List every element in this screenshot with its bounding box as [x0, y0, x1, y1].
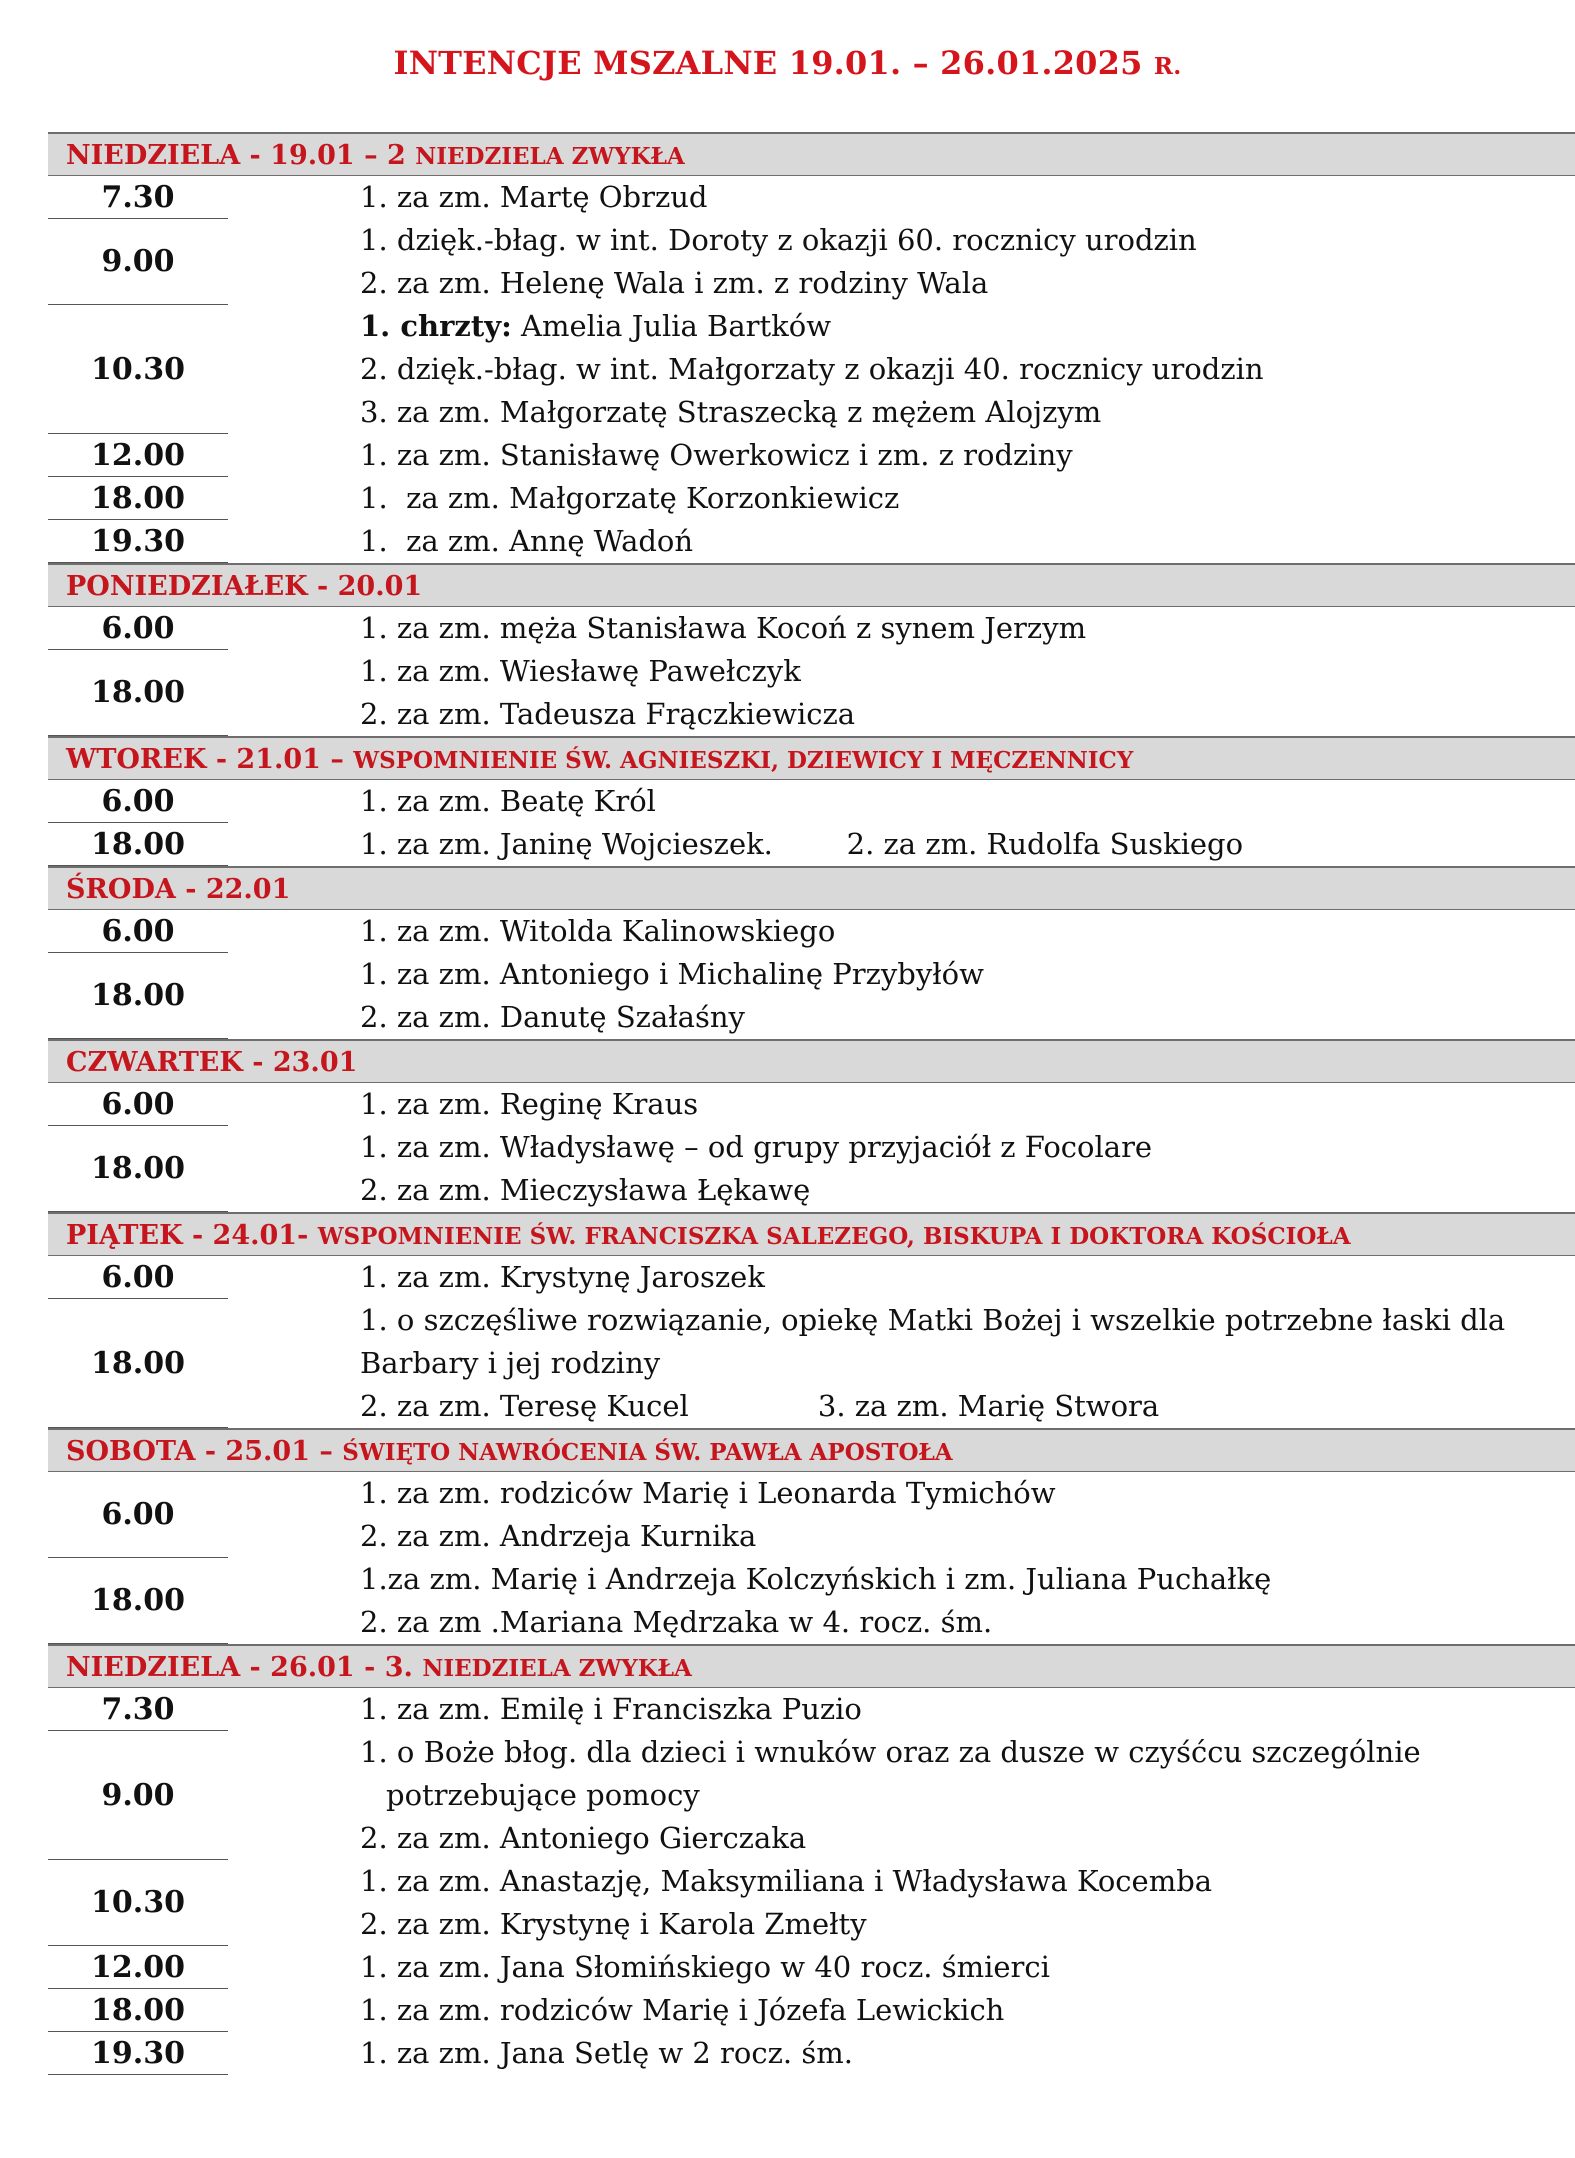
intention-text: 1. o Boże błog. dla dzieci i wnuków oraz za dusze w czyśćcu szczególnie [360, 1735, 1421, 1769]
intention-line [360, 953, 1575, 996]
intention-list [360, 607, 1575, 650]
intention-text: 1. za zm. Martę Obrzud [360, 180, 708, 214]
day-name [66, 140, 685, 171]
day-name [66, 1220, 1351, 1251]
mass-row [48, 434, 1575, 477]
mass-row [48, 1558, 1575, 1644]
day-label: CZWARTEK - 23.01 [66, 1047, 358, 1078]
day-feast: WSPOMNIENIE ŚW. FRANCISZKA SALEZEGO, BISKUPA I DOKTORA KOŚCIOŁA [317, 1223, 1351, 1250]
page-title [0, 44, 1575, 82]
intention-list [360, 1126, 1575, 1212]
mass-time: 12.00 [48, 1946, 228, 1989]
intention-line [360, 1515, 1575, 1558]
mass-row [48, 305, 1575, 434]
day-header [48, 563, 1575, 607]
day-feast: NIEDZIELA ZWYKŁA [415, 143, 685, 170]
intention-line [360, 1342, 1575, 1385]
intention-line [360, 176, 1575, 219]
intention-line [360, 1169, 1575, 1212]
intention-text: 1. za zm. Jana Słomińskiego w 40 rocz. śmierci [360, 1950, 1050, 1984]
intention-line [360, 693, 1575, 736]
intention-text: 1. dzięk.-błag. w int. Doroty z okazji 60. rocznicy urodzin [360, 223, 1197, 257]
intention-text: 1. za zm. Jana Setlę w 2 rocz. śm. [360, 2036, 853, 2070]
mass-row [48, 1688, 1575, 1731]
intention-text: Amelia Julia Bartków [511, 309, 832, 343]
mass-time: 18.00 [48, 1126, 228, 1212]
intention-line [360, 1989, 1575, 2032]
intention-text: 1. za zm. Witolda Kalinowskiego [360, 914, 836, 948]
intention-text: 1. za zm. Wiesławę Pawełczyk [360, 654, 801, 688]
mass-time: 12.00 [48, 434, 228, 477]
intention-text: 1. za zm. Janinę Wojcieszek. 2. za zm. Rudolfa Suskiego [360, 827, 1244, 861]
intention-line [360, 1299, 1575, 1342]
intention-text: 1.za zm. Marię i Andrzeja Kolczyńskich i zm. Juliana Puchałkę [360, 1562, 1272, 1596]
intention-list [360, 2032, 1575, 2075]
mass-row [48, 1860, 1575, 1946]
intention-line [360, 1472, 1575, 1515]
title-text: INTENCJE MSZALNE 19.01. – 26.01.2025 [393, 44, 1143, 82]
intention-list [360, 1688, 1575, 1731]
intention-line [360, 823, 1575, 866]
mass-row [48, 1256, 1575, 1299]
mass-time: 6.00 [48, 607, 228, 650]
intention-text: 1. za zm. Krystynę Jaroszek [360, 1260, 765, 1294]
day-label: NIEDZIELA - 26.01 - 3. [66, 1652, 423, 1683]
mass-row [48, 520, 1575, 563]
mass-time: 6.00 [48, 780, 228, 823]
intention-list [360, 823, 1575, 866]
day-label: NIEDZIELA - 19.01 – 2 [66, 140, 416, 171]
day-name [66, 874, 290, 905]
day-label: PONIEDZIAŁEK - 20.01 [66, 571, 423, 602]
intention-line [360, 650, 1575, 693]
day-header [48, 132, 1575, 176]
mass-row [48, 953, 1575, 1039]
mass-row [48, 2032, 1575, 2075]
day-label: PIĄTEK - 24.01- [66, 1220, 318, 1251]
mass-row [48, 650, 1575, 736]
intention-list [360, 953, 1575, 1039]
mass-row [48, 1731, 1575, 1860]
intention-list [360, 1256, 1575, 1299]
intention-line [360, 2032, 1575, 2075]
intention-text: 1. za zm. Stanisławę Owerkowicz i zm. z rodziny [360, 438, 1073, 472]
mass-row [48, 1299, 1575, 1428]
intention-text: 3. za zm. Małgorzatę Straszecką z mężem Alojzym [360, 395, 1102, 429]
intention-list [360, 1472, 1575, 1558]
intention-line [360, 1688, 1575, 1731]
intention-list [360, 650, 1575, 736]
intention-list [360, 1083, 1575, 1126]
intention-line [360, 477, 1575, 520]
day-name [66, 1652, 692, 1683]
mass-row [48, 1946, 1575, 1989]
intentions-table [48, 132, 1575, 2075]
mass-time: 7.30 [48, 176, 228, 219]
intention-line [360, 1256, 1575, 1299]
intention-line [360, 1385, 1575, 1428]
intention-text: 1. za zm. Reginę Kraus [360, 1087, 699, 1121]
day-header [48, 1212, 1575, 1256]
mass-row [48, 477, 1575, 520]
intention-list [360, 477, 1575, 520]
intention-line [360, 1903, 1575, 1946]
mass-time: 9.00 [48, 1731, 228, 1860]
intention-line [360, 1601, 1575, 1644]
intention-text: 1. za zm. rodziców Marię i Józefa Lewickich [360, 1993, 1005, 2027]
intention-list [360, 434, 1575, 477]
day-name [66, 1047, 357, 1078]
intention-list [360, 1860, 1575, 1946]
intention-text: 1. za zm. Anastazję, Maksymiliana i Władysława Kocemba [360, 1864, 1213, 1898]
intention-text: 1. o szczęśliwe rozwiązanie, opiekę Matki Bożej i wszelkie potrzebne łaski dla [360, 1303, 1506, 1337]
intention-text: 1. za zm. Emilę i Franciszka Puzio [360, 1692, 862, 1726]
mass-row [48, 910, 1575, 953]
mass-time: 6.00 [48, 1256, 228, 1299]
mass-time: 18.00 [48, 1989, 228, 2032]
day-label: ŚRODA - 22.01 [66, 874, 291, 905]
intention-text: Barbary i jej rodziny [360, 1346, 661, 1380]
mass-time: 10.30 [48, 1860, 228, 1946]
intention-text: 1. za zm. rodziców Marię i Leonarda Tymichów [360, 1476, 1056, 1510]
intention-list [360, 305, 1575, 434]
intention-line [360, 1126, 1575, 1169]
mass-row [48, 823, 1575, 866]
intention-text: 2. za zm. Teresę Kucel 3. za zm. Marię Stwora [360, 1389, 1160, 1423]
intention-text: potrzebujące pomocy [386, 1778, 700, 1812]
day-label: SOBOTA - 25.01 – [66, 1436, 343, 1467]
intention-line [360, 910, 1575, 953]
intention-line [360, 607, 1575, 650]
day-label: WTOREK - 21.01 – [66, 744, 354, 775]
intention-text: 2. za zm. Andrzeja Kurnika [360, 1519, 757, 1553]
intention-line [360, 434, 1575, 477]
mass-row [48, 1126, 1575, 1212]
intention-text: 2. za zm. Danutę Szałaśny [360, 1000, 745, 1034]
intention-line [360, 391, 1575, 434]
day-header [48, 1039, 1575, 1083]
intention-line [360, 780, 1575, 823]
intention-line [360, 1558, 1575, 1601]
mass-time: 6.00 [48, 910, 228, 953]
intention-text: 2. dzięk.-błag. w int. Małgorzaty z okazji 40. rocznicy urodzin [360, 352, 1264, 386]
intention-text: 1. za zm. Małgorzatę Korzonkiewicz [360, 481, 900, 515]
intention-text: 2. za zm. Tadeusza Frączkiewicza [360, 697, 856, 731]
intention-list [360, 910, 1575, 953]
mass-time: 18.00 [48, 650, 228, 736]
intention-text: 1. za zm. Władysławę – od grupy przyjaciół z Focolare [360, 1130, 1153, 1164]
day-header [48, 736, 1575, 780]
day-name [66, 571, 422, 602]
mass-row [48, 176, 1575, 219]
intention-list [360, 176, 1575, 219]
intention-text: 1. za zm. męża Stanisława Kocoń z synem Jerzym [360, 611, 1087, 645]
day-feast: ŚWIĘTO NAWRÓCENIA ŚW. PAWŁA APOSTOŁA [342, 1439, 953, 1466]
intention-line [360, 219, 1575, 262]
intention-line [360, 996, 1575, 1039]
intention-line [360, 1946, 1575, 1989]
day-header [48, 866, 1575, 910]
mass-row [48, 607, 1575, 650]
mass-time: 18.00 [48, 477, 228, 520]
intention-text: 1. za zm. Annę Wadoń [360, 524, 694, 558]
mass-time: 9.00 [48, 219, 228, 305]
intention-text: 1. za zm. Antoniego i Michalinę Przybyłów [360, 957, 984, 991]
mass-time: 10.30 [48, 305, 228, 434]
mass-row [48, 219, 1575, 305]
intention-line [360, 262, 1575, 305]
day-header [48, 1644, 1575, 1688]
mass-time: 19.30 [48, 520, 228, 563]
intention-text: 2. za zm. Krystynę i Karola Zmełty [360, 1907, 867, 1941]
intention-line [360, 305, 1575, 348]
intention-line [360, 1083, 1575, 1126]
mass-row [48, 1083, 1575, 1126]
intention-line [360, 348, 1575, 391]
intention-text: 2. za zm. Antoniego Gierczaka [360, 1821, 807, 1855]
intention-list [360, 1731, 1575, 1860]
intention-line [360, 1817, 1575, 1860]
intention-text: 2. za zm. Mieczysława Łękawę [360, 1173, 811, 1207]
intention-text: 2. za zm .Mariana Mędrzaka w 4. rocz. śm. [360, 1605, 993, 1639]
day-name [66, 744, 1133, 775]
intention-list [360, 520, 1575, 563]
intention-line [360, 1860, 1575, 1903]
intention-list [360, 1946, 1575, 1989]
mass-time: 18.00 [48, 823, 228, 866]
intention-list [360, 1299, 1575, 1428]
mass-time: 18.00 [48, 1558, 228, 1644]
mass-time: 7.30 [48, 1688, 228, 1731]
mass-row [48, 1989, 1575, 2032]
mass-time: 6.00 [48, 1472, 228, 1558]
intention-line [360, 520, 1575, 563]
intention-text: 2. za zm. Helenę Wala i zm. z rodziny Wala [360, 266, 989, 300]
intention-text: 1. za zm. Beatę Król [360, 784, 656, 818]
intention-line [360, 1731, 1575, 1774]
mass-time: 18.00 [48, 953, 228, 1039]
intention-list [360, 780, 1575, 823]
mass-time: 6.00 [48, 1083, 228, 1126]
day-feast: NIEDZIELA ZWYKŁA [422, 1655, 692, 1682]
day-name [66, 1436, 953, 1467]
intention-list [360, 1558, 1575, 1644]
intention-bold-label: 1. chrzty: [360, 309, 512, 343]
intention-list [360, 1989, 1575, 2032]
intention-list [360, 219, 1575, 305]
mass-time: 18.00 [48, 1299, 228, 1428]
mass-row [48, 1472, 1575, 1558]
day-feast: WSPOMNIENIE ŚW. AGNIESZKI, DZIEWICY I MĘCZENNICY [353, 747, 1134, 774]
title-suffix: R. [1153, 53, 1182, 80]
mass-time: 19.30 [48, 2032, 228, 2075]
day-header [48, 1428, 1575, 1472]
mass-row [48, 780, 1575, 823]
intention-line [360, 1774, 1575, 1817]
